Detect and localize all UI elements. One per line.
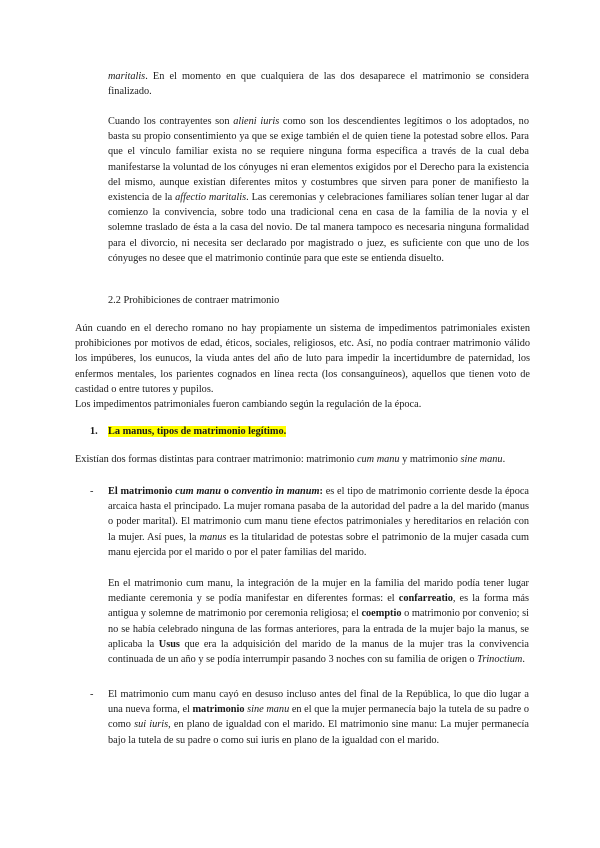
bold-coemptio: coemptio bbox=[361, 608, 402, 620]
section-heading-1 bbox=[90, 424, 530, 439]
paragraph-text: y matrimonio bbox=[399, 454, 461, 465]
bold-confarreatio: confarreatio bbox=[398, 593, 453, 605]
paragraph-text: . bbox=[502, 454, 506, 465]
emphasis-sine-manu: sine manu bbox=[460, 454, 503, 465]
paragraph-text: Los impedimentos patrimoniales fueron cambiando según la regulación de la época. bbox=[75, 399, 422, 411]
emphasis-maritalis: maritalis bbox=[108, 71, 146, 82]
emphasis-affectio-maritalis: affectio maritalis bbox=[175, 192, 247, 204]
bold-italic-term: cum manu bbox=[175, 486, 221, 497]
list-bullet: - bbox=[90, 689, 94, 700]
paragraph-text: , en plano de igualdad con el marido. El matrimonio sine manu: La mujer permanecía bajo la tutela de su padre o como sui iuris en plano de la igualdad con el marido. bbox=[108, 719, 529, 746]
paragraph-text: . En el momento en que cualquiera de las dos desaparece el matrimonio se considera finalizado. bbox=[108, 71, 529, 98]
paragraph-text: o matrimonio por convenio; si no se había celebrado ninguna de las formas anteriores, para la entrada de la mujer bajo la manus, se aplicaba la bbox=[108, 608, 529, 650]
paragraph-affectio-end bbox=[108, 69, 529, 99]
bold-italic-term: conventio in manum bbox=[231, 486, 320, 497]
bold-term: : bbox=[319, 486, 323, 497]
paragraph-text: como son los descendientes legítimos o los adoptados, no basta su propio consentimiento ya que se exige también el de quien tiene la potestad sobre ellos. Para que el vínculo familiar exista no se requiere ninguna forma específica a través de la cual deba manifestarse la voluntad de los cónyuges ni eran elementos exigidos por el Derecho para la existencia del mismo, aunque existían diferentes mitos y costumbres que sirven para poner de manifiesto la existencia de la bbox=[108, 116, 529, 204]
emphasis-alieni-iuris: alieni iuris bbox=[233, 116, 280, 127]
section-heading-2-2: 2.2 Prohibiciones de contraer matrimonio bbox=[108, 295, 280, 306]
paragraph-text: . bbox=[522, 654, 525, 666]
highlighted-heading-text: La manus, tipos de matrimonio legítimo. bbox=[108, 426, 287, 437]
list-item-sine-manu bbox=[108, 687, 529, 748]
emphasis-sine-manu: sine manu bbox=[247, 704, 290, 716]
emphasis-trinoctium: Trinoctium bbox=[477, 654, 523, 666]
bold-term: El matrimonio bbox=[108, 486, 176, 497]
paragraph-text: Aún cuando en el derecho romano no hay propiamente un sistema de impedimentos patrimoniales existen prohibiciones por motivos de edad, éticos, sociales, religiosos, etc. Así, no podía contraer matrimonio válido los impúberes, los eunucos, la viuda antes del año de luto para impedir la incertidumbre de paternidad, los enfermos mentales, los parientes cognados en línea recta (los consanguíneos), aquellos que tienen voto de castidad o entre tutores y pupilos. bbox=[75, 323, 530, 395]
paragraph-text: El matrimonio cum manu cayó en desuso incluso antes del final de la República, lo que dio lugar a una nueva forma, el bbox=[108, 689, 529, 716]
paragraph-text: que era la adquisición del marido de la manus de la mujer tras la convivencia continuada de un año y se podía interrumpir pasando 3 noches con su familia de origen o bbox=[108, 638, 529, 666]
paragraph-integracion bbox=[108, 576, 529, 667]
paragraph-text: en el que la mujer permanecía bajo la tutela de su padre o como bbox=[108, 704, 529, 731]
emphasis-cum-manu: cum manu bbox=[356, 454, 400, 465]
heading-number: 1. bbox=[90, 426, 98, 437]
emphasis-manus: manus bbox=[199, 531, 227, 543]
list-item-cum-manu bbox=[108, 484, 529, 560]
list-bullet: - bbox=[90, 486, 94, 497]
paragraph-dos-formas bbox=[75, 452, 530, 467]
paragraph-text: es el tipo de matrimonio corriente desde la época arcaica hasta el principado. La mujer romana pasaba de la autoridad del padre a la del marido (manus o poder marital). El matrimonio cum manu tiene efectos patrimoniales y hereditarios en relación con la mujer. Así pues, la bbox=[108, 486, 529, 543]
emphasis-sui-iuris: sui iuris bbox=[134, 719, 169, 731]
paragraph-prohibiciones bbox=[75, 321, 530, 412]
paragraph-text: Existían dos formas distintas para contraer matrimonio: matrimonio bbox=[75, 454, 357, 465]
bold-usus: Usus bbox=[158, 638, 180, 650]
bold-matrimonio: matrimonio bbox=[192, 704, 245, 716]
paragraph-text: En el matrimonio cum manu, la integración de la mujer en la familia del marido podía tener lugar mediante ceremonia y se podía manifestar en diferentes formas: el bbox=[108, 578, 529, 605]
paragraph-text: es la titularidad de potestas sobre el patrimonio de la mujer casada cum manu ejercida por el marido o por el pater familias del marido. bbox=[108, 531, 529, 558]
bold-term: o bbox=[220, 486, 232, 497]
paragraph-text: . Las ceremonias y celebraciones familiares solían tener lugar al dar comienzo la convivencia, sobre todo una tradicional cena en casa de la familia de la novia y el solemne traslado de ésta a la casa del novio. De tal manera tampoco es necesaria ninguna formalidad para el divorcio, ni necesita ser declarado por magistrado o juez, es suficiente con que uno de los cónyuges no desee que el matrimonio continúe para que este se entienda disuelto. bbox=[108, 192, 529, 264]
paragraph-text: Cuando los contrayentes son bbox=[108, 116, 234, 127]
paragraph-alieni-iuris bbox=[108, 114, 529, 266]
paragraph-text: , es la forma más antigua y solemne de matrimonio por ceremonia religiosa; el bbox=[108, 593, 529, 620]
